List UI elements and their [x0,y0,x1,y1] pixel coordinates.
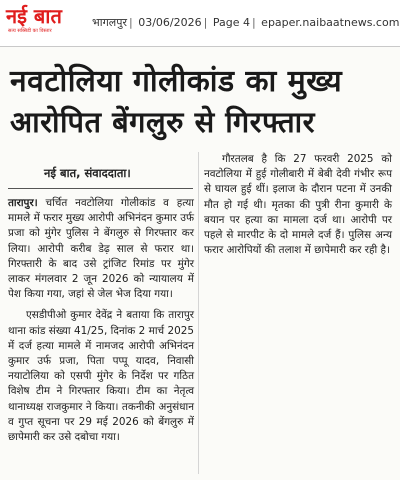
edition-city: भागलपुर [92,16,127,29]
logo-text: नई बात [6,4,62,28]
epaper-header [0,0,400,47]
article-paragraph-1 [8,196,194,302]
column-divider [198,152,199,474]
separator: | [203,16,208,29]
edition-date: 03/06/2026 [138,16,202,29]
headline-line-1: नवटोलिया गोलीकांड का मुख्य [10,64,343,99]
article-column-left [8,196,194,451]
logo-tagline: सत्य सब्सिडी का विस्तार [8,28,52,34]
edition-meta [92,15,400,30]
newspaper-logo[interactable] [6,5,64,35]
article-paragraph-2: एसडीपीओ कुमार देवेंद्र ने बताया कि तारापुर थाना कांड संख्या 41/25, दिनांक 2 मार्च 2025 में दर्ज हत्या मामले में नामजद आरोपी अभिनंदन कुमार उर्फ प्रजा, पिता पप्पू यादव, निवासी नयाटोलिया को एसपी मुंगेर के निर्देश पर गठित विशेष टीम ने गिरफ्तार किया। टीम का नेतृत्व थानाध्यक्ष राजकुमार ने किया। तकनीकी अनुसंधान व गुप्त सूचना पर 29 मई 2026 को बेंगलुरु में छापेमारी कर उसे दबोचा गया। [8,309,194,444]
separator: | [128,16,133,29]
article-headline [10,62,392,142]
byline-rule [8,188,193,189]
article-column-right [204,152,392,264]
page-number: Page 4 [212,16,250,29]
dateline: तारापुर। [8,197,38,209]
site-link[interactable]: epaper.naibaatnews.com [261,16,400,29]
article-paragraph-3: गौरतलब है कि 27 फरवरी 2025 को नवटोलिया में हुई गोलीबारी में बेबी देवी गंभीर रूप से घायल हुई थीं। इलाज के दौरान पटना में उनकी मौत हो गई थी। मृतका की पुत्री रीना कुमारी के बयान पर हत्या का मामला दर्ज था। आरोपी पर पहले से मारपीट के दो मामले दर्ज हैं। पुलिस अन्य फरार आरोपियों की तलाश में छापेमारी कर रही है। [204,153,392,257]
paragraph-1-body: चर्चित नवटोलिया गोलीकांड व हत्या मामले में फरार मुख्य आरोपी अभिनंदन कुमार उर्फ प्रजा को मुंगेर पुलिस ने बेंगलुरु से गिरफ्तार कर लिया। आरोपी करीब डेढ़ साल से फरार था। गिरफ्तारी के बाद उसे ट्रांजिट रिमांड पर मुंगेर लाकर मंगलवार 2 जून 2026 को न्यायालय में पेश किया गया, जहां से जेल भेज दिया गया। [8,197,194,301]
separator: | [251,16,256,29]
headline-line-2: आरोपित बेंगलुरु से गिरफ्तार [10,105,316,139]
article-byline: नई बात, संवाददाता। [44,166,131,180]
